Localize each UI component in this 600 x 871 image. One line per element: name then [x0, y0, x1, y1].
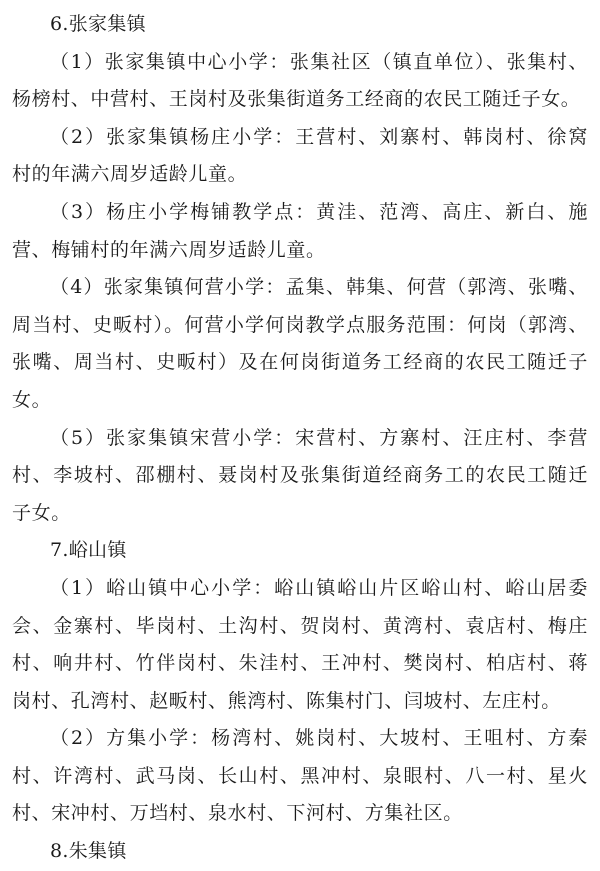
paragraph-line: 会、金寨村、毕岗村、土沟村、贺岗村、黄湾村、袁店村、梅庄: [12, 614, 588, 637]
paragraph-line: 村、李坡村、邵棚村、聂岗村及张集街道经商务工的农民工随迁: [12, 464, 588, 487]
paragraph-line: 子女。: [12, 501, 71, 524]
paragraph-line: 岗村、孔湾村、赵畈村、熊湾村、陈集村门、闫坡村、左庄村。: [12, 689, 561, 712]
paragraph-line: 村、许湾村、武马岗、长山村、黑冲村、泉眼村、八一村、星火: [12, 764, 588, 787]
paragraph-line: （5）张家集镇宋营小学：宋营村、方寨村、汪庄村、李营: [50, 426, 588, 449]
paragraph-line: 杨榜村、中营村、王岗村及张集街道务工经商的农民工随迁子女。: [12, 88, 581, 111]
paragraph-line: 女。: [12, 388, 52, 411]
paragraph-line: 村、响井村、竹伴岗村、朱洼村、王冲村、樊岗村、柏店村、蒋: [12, 652, 588, 675]
paragraph-line: 张嘴、周当村、史畈村）及在何岗街道务工经商的农民工随迁子: [12, 351, 588, 374]
paragraph-line: （4）张家集镇何营小学：孟集、韩集、何营（郭湾、张嘴、: [50, 276, 588, 299]
section-heading: 8.朱集镇: [50, 840, 127, 863]
paragraph-line: （2）张家集镇杨庄小学：王营村、刘寨村、韩岗村、徐窝: [50, 125, 588, 148]
paragraph-line: （2）方集小学：杨湾村、姚岗村、大坡村、王咀村、方秦: [50, 727, 588, 750]
paragraph-line: 周当村、史畈村）。何营小学何岗教学点服务范围：何岗（郭湾、: [12, 313, 588, 336]
paragraph-line: 营、梅铺村的年满六周岁适龄儿童。: [12, 238, 326, 261]
paragraph-line: 村的年满六周岁适龄儿童。: [12, 163, 248, 186]
section-heading: 7.峪山镇: [50, 539, 127, 562]
section-heading: 6.张家集镇: [50, 13, 146, 35]
paragraph-line: （1）张家集镇中心小学：张集社区（镇直单位）、张集村、: [50, 50, 588, 73]
paragraph-line: 村、宋冲村、万垱村、泉水村、下河村、方集社区。: [12, 802, 463, 825]
paragraph-line: （3）杨庄小学梅铺教学点：黄洼、范湾、高庄、新白、施: [50, 200, 588, 223]
paragraph-line: （1）峪山镇中心小学：峪山镇峪山片区峪山村、峪山居委: [50, 576, 588, 599]
